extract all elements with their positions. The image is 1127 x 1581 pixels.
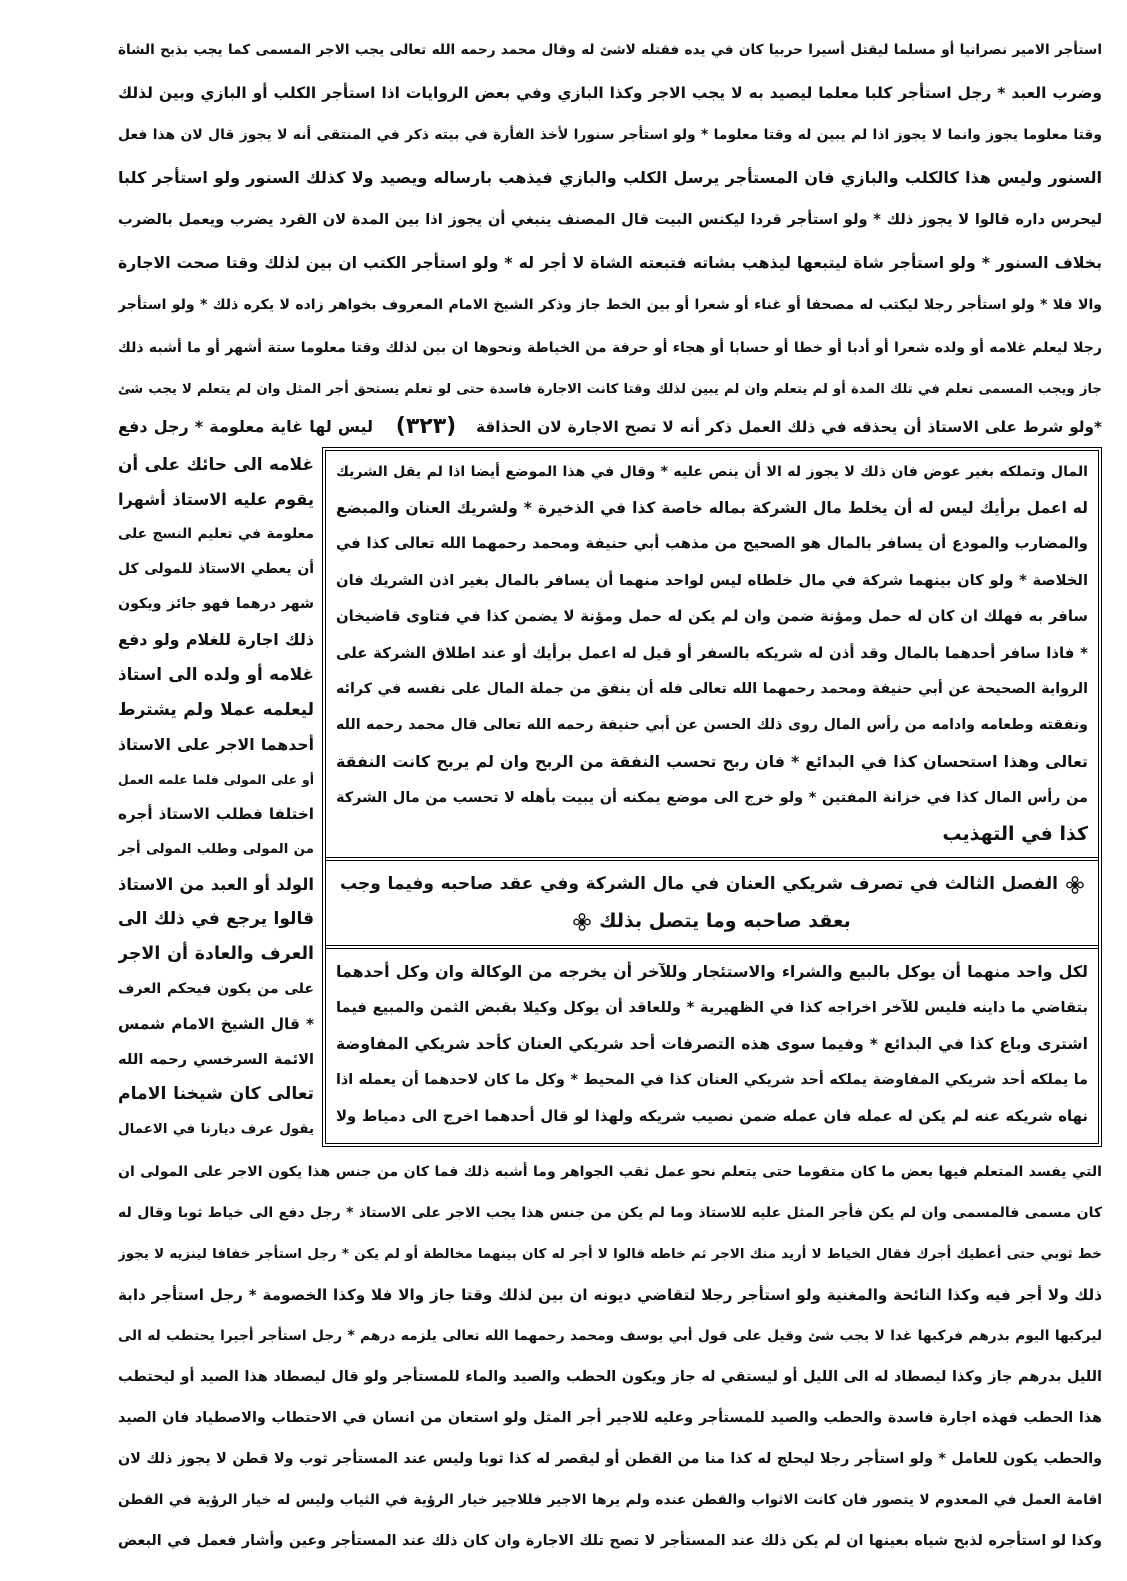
bottom-text-line: الليل بدرهم جاز وكذا ليصطاد له الى الليل أو ليستقي له جاز ويكون الحطب والصيد والماء للمستأجر ولو قال ليصطاد هذا الصيد أو ليحتطب bbox=[118, 1369, 1102, 1385]
box-text-line: ونفقته وطعامه وادامه من رأس المال روى ذلك الحسن عن أبي حنيفة رحمه الله تعالى قال محمد رحمه الله bbox=[336, 717, 1088, 734]
box-text-line: سافر به فهلك ان كان له حمل ومؤنة ضمن وان لم يكن له حمل ومؤنة لا يضمن كذا في فتاوى قاضيخان bbox=[336, 607, 1088, 625]
flower-ornament-icon bbox=[1066, 876, 1084, 894]
box-text-line: ما يملكه أحد شريكي المفاوضة يملكه أحد شريكي العنان كذا في المحيط * وكل ما كان لاحدهما أن يعمله اذا bbox=[336, 1072, 1088, 1089]
bottom-text-line: خط ثوبي حتى أعطيك أجرك فقال الخياط لا أريد منك الاجر ثم خاطه قالوا لا أجر له كان بينهما مخالطة أو لم يكن * رجل استأجر خفافا لينزيه لا يجوز bbox=[118, 1247, 1102, 1262]
side-text-line: غلامه أو ولده الى استاذ bbox=[118, 664, 314, 684]
page-number-line bbox=[118, 410, 1102, 444]
top-text-line: والا فلا * ولو استأجر رجلا ليكتب له مصحفا أو غناء أو شعرا أو بين الخط جاز وذكر الشيخ الامام المعروف بخواهر زاده لا يكره ذلك * ولو استأجر bbox=[118, 297, 1102, 313]
side-text-line: أن يعطي الاستاذ للمولى كل bbox=[118, 561, 314, 577]
box-text-line: الرواية الصحيحة عن أبي حنيفة ومحمد رحمهما الله تعالى فله أن ينفق من جملة المال على نفسه في كرائه bbox=[336, 681, 1088, 698]
chapter-heading-text: بعقد صاحبه وما يتصل بذلك bbox=[599, 910, 851, 933]
top-text-line: وقتا معلوما يجوز وانما لا يجوز اذا لم يبين له وقتا معلوما * ولو استأجر سنورا لأخذ الفأرة في بيته ذكر في المنتقى أنه لا يجوز قال لان هذا فعل bbox=[118, 127, 1102, 143]
top-text-line: وضرب العبد * رجل استأجر كلبا معلما ليصيد به لا يجب الاجر وكذا البازي وفي بعض الروايات اذا استأجر الكلب أو البازي وبين لذلك bbox=[118, 83, 1102, 102]
top-text-line: السنور وليس هذا كالكلب والبازي فان المستأجر يرسل الكلب والبازي فيذهب بارساله ويصيد ولا كذلك السنور ولو استأجر كلبا bbox=[118, 167, 1102, 187]
section-divider bbox=[326, 945, 1098, 949]
page-number: (٣٢٣) bbox=[395, 414, 457, 439]
side-text-line: على من يكون فيحكم العرف bbox=[118, 981, 314, 997]
side-text-line: يقوم عليه الاستاذ أشهرا bbox=[118, 490, 314, 509]
box-text-line: اشترى وباع كذا في البدائع * وفيما سوى هذه التصرفات أحد شريكي العنان كأحد شريكي المفاوضة bbox=[336, 1035, 1088, 1054]
box-text-line: الخلاصة * ولو كان بينهما شركة في مال خلطاه ليس لواحد منهما أن يسافر بالمال بغير اذن الشريك فان bbox=[336, 571, 1088, 589]
side-text-line: يقول عرف ديارنا في الاعمال bbox=[118, 1122, 314, 1137]
top-text-line: جاز ويجب المسمى تعلم في تلك المدة أو لم يتعلم وان لم يبين لذلك وقتا كانت الاجارة فاسدة حتى لو تعلم يستحق أجر المثل وان لم يتعلم لا يجب شئ bbox=[118, 382, 1102, 397]
chapter-heading bbox=[336, 866, 1088, 940]
box-text-line: لكل واحد منهما أن يوكل بالبيع والشراء والاستئجار وللآخر أن يخرجه من الوكالة وان وكل أحدهما bbox=[336, 962, 1088, 982]
top-text-line: بخلاف السنور * ولو استأجر شاة ليتبعها ليذهب بشاته فتبعته الشاة لا أجر له * ولو استأجر الكتب ان بين لذلك وقتا صحت الاجارة bbox=[118, 252, 1102, 272]
side-text-line: * قال الشيخ الامام شمس bbox=[118, 1015, 314, 1033]
box-text-line: من رأس المال كذا في خزانة المفتين * ولو خرج الى موضع يمكنه أن يبيت بأهله لا تحسب من مال الشركة bbox=[336, 789, 1088, 806]
side-text-line: شهر درهما فهو جائز ويكون bbox=[118, 596, 314, 612]
chapter-heading-line bbox=[340, 903, 1084, 940]
side-text-line: تعالى كان شيخنا الامام bbox=[118, 1084, 314, 1104]
box-text-line: نهاه شريكه عنه لم يكن له عمله فان عمله ضمن نصيب شريكه ولهذا لو قال أحدهما اخرج الى دمياط ولا bbox=[336, 1107, 1088, 1126]
bottom-text-line: وكذا لو استأجره لذبح شياه بعينها ان لم يكن ذلك عند المستأجر لا تصح تلك الاجارة وان كان ذلك عند المستأجر وعين وأشار فعمل في البعض bbox=[118, 1533, 1102, 1549]
bottom-text-line: التي يفسد المتعلم فيها بعض ما كان متقوما حتى يتعلم نحو عمل ثقب الجواهر وما أشبه ذلك فما كان من جنس هذا يكون الاجر على المولى ان bbox=[118, 1164, 1102, 1180]
top-margin-text bbox=[118, 29, 1102, 412]
side-text-line: من المولى وطلب المولى أجر bbox=[118, 842, 314, 857]
bottom-text-line: ذلك ولا أجر فيه وكذا النائحة والمغنية ولو استأجر رجلا لتقاضي ديونه ان بين لذلك وقتا جاز والا فلا وكذا الخصومة * رجل استأجر دابة bbox=[118, 1286, 1102, 1304]
bottom-text-line: اقامة العمل في المعدوم لا يتصور فان كانت الاثواب والقطن عنده ولم يرها الاجير فللاجير خيار الرؤية في الثياب وليس له خيار الرؤية في القطن bbox=[118, 1492, 1102, 1508]
box-lower-paragraph bbox=[336, 954, 1088, 1134]
bottom-text-line: ليركبها اليوم بدرهم فركبها غدا لا يجب شئ وقيل على قول أبي يوسف ومحمد رحمهما الله تعالى يلزمه درهم * رجل استأجر أجيرا يحتطب له الى bbox=[118, 1328, 1102, 1344]
page-number-line-right-text: *ولو شرط على الاستاذ أن يحذقه في ذلك العمل ذكر أنه لا تصح الاجارة لان الحذاقة bbox=[476, 418, 1102, 436]
side-text-line: ذلك اجارة للغلام ولو دفع bbox=[118, 630, 314, 649]
main-text-box bbox=[322, 447, 1102, 1147]
bottom-text-line: هذا الحطب فهذه اجارة فاسدة والحطب والصيد للمستأجر وعليه للاجير أجر المثل ولو استعان من انسان في الاحتطاب والاصطياد فان الصيد bbox=[118, 1410, 1102, 1426]
box-text-line: له اعمل برأيك ليس له أن يخلط مال الشركة بماله خاصة كذا في الذخيرة * ولشريك العنان والمبضع bbox=[336, 499, 1088, 518]
top-text-line: ليحرس داره قالوا لا يجوز ذلك * ولو استأجر قردا ليكنس البيت قال المصنف ينبغي أن يجوز اذا بين المدة لان القرد يضرب ويعمل بالضرب bbox=[118, 211, 1102, 228]
side-margin-column bbox=[118, 447, 314, 1147]
bottom-text-line: كان مسمى فالمسمى وان لم يكن فأجر المثل عليه للاستاذ وما لم يكن من جنس هذا يجب الاجر على الاستاذ * رجل دفع الى خياط ثوبا وقال له bbox=[118, 1205, 1102, 1221]
box-text-line: كذا في التهذيب bbox=[942, 822, 1088, 845]
side-text-line: معلومة في تعليم النسج على bbox=[118, 526, 314, 542]
chapter-heading-line bbox=[340, 866, 1084, 903]
chapter-heading-text: الفصل الثالث في تصرف شريكي العنان في مال الشركة وفي عقد صاحبه وفيما وجب bbox=[340, 874, 1058, 895]
bottom-margin-text bbox=[118, 1152, 1102, 1562]
flower-ornament-icon bbox=[573, 913, 591, 931]
box-upper-paragraph bbox=[336, 454, 1088, 852]
side-text-line: ليعلمه عملا ولم يشترط bbox=[118, 699, 314, 719]
box-text-line: * فاذا سافر أحدهما بالمال وقد أذن له شريكه بالسفر أو قيل له اعمل برأيك أو عند اطلاق الشركة على bbox=[336, 643, 1088, 662]
top-text-line: استأجر الامير نصرانيا أو مسلما ليقتل أسيرا حربيا كان في يده فقتله لاشئ له وقال محمد رحمه الله تعالى يجب الاجر المسمى كما يجب بذبح الشاة bbox=[118, 42, 1102, 58]
box-text-line: تعالى وهذا استحسان كذا في البدائع * فان ربح تحسب النفقة من الربح وان لم يربح كانت النفقة bbox=[336, 751, 1088, 771]
side-text-line: أحدهما الاجر على الاستاذ bbox=[118, 735, 314, 754]
side-text-line: غلامه الى حائك على أن bbox=[118, 454, 314, 474]
top-text-line: رجلا ليعلم غلامه أو ولده شعرا أو أدبا أو خطا أو حسابا أو هجاء أو حرفة من الخياطة ونحوها ان بين لذلك وقتا معلوما ستة أشهر أو ما أشبه ذلك bbox=[118, 339, 1102, 356]
box-text-line: المال وتملكه بغير عوض فان ذلك لا يجوز له الا أن ينص عليه * وقال في هذا الموضع أيضا اذا لم يقل الشريك bbox=[336, 464, 1088, 480]
box-text-line: بتقاضي ما داينه فليس للآخر اخراجه كذا في الظهيرية * وللعاقد أن يوكل وكيلا بقبض الثمن والمبيع فيما bbox=[336, 999, 1088, 1017]
page-number-line-left-text: ليس لها غاية معلومة * رجل دفع bbox=[118, 417, 373, 436]
side-text-line: الولد أو العبد من الاستاذ bbox=[118, 875, 314, 894]
side-text-line: الائمة السرخسي رحمه الله bbox=[118, 1051, 314, 1068]
side-text-line: العرف والعادة أن الاجر bbox=[118, 944, 314, 964]
side-text-line: اختلفا فطلب الاستاذ أجره bbox=[118, 805, 314, 823]
box-text-line: والمضارب والمودع أن يسافر بالمال هو الصحيح من مذهب أبي حنيفة ومحمد رحمهما الله تعالى كذا في bbox=[336, 535, 1088, 553]
side-text-line: أو على المولى فلما علمه العمل bbox=[118, 772, 314, 787]
side-text-line: قالوا يرجع في ذلك الى bbox=[118, 909, 314, 929]
section-divider bbox=[326, 857, 1098, 861]
bottom-text-line: والحطب يكون للعامل * ولو استأجر رجلا ليحلج له كذا منا من القطن أو ليقصر له كذا ثوبا وليس عند المستأجر ثوب ولا قطن لا يجوز ذلك لان bbox=[118, 1451, 1102, 1467]
